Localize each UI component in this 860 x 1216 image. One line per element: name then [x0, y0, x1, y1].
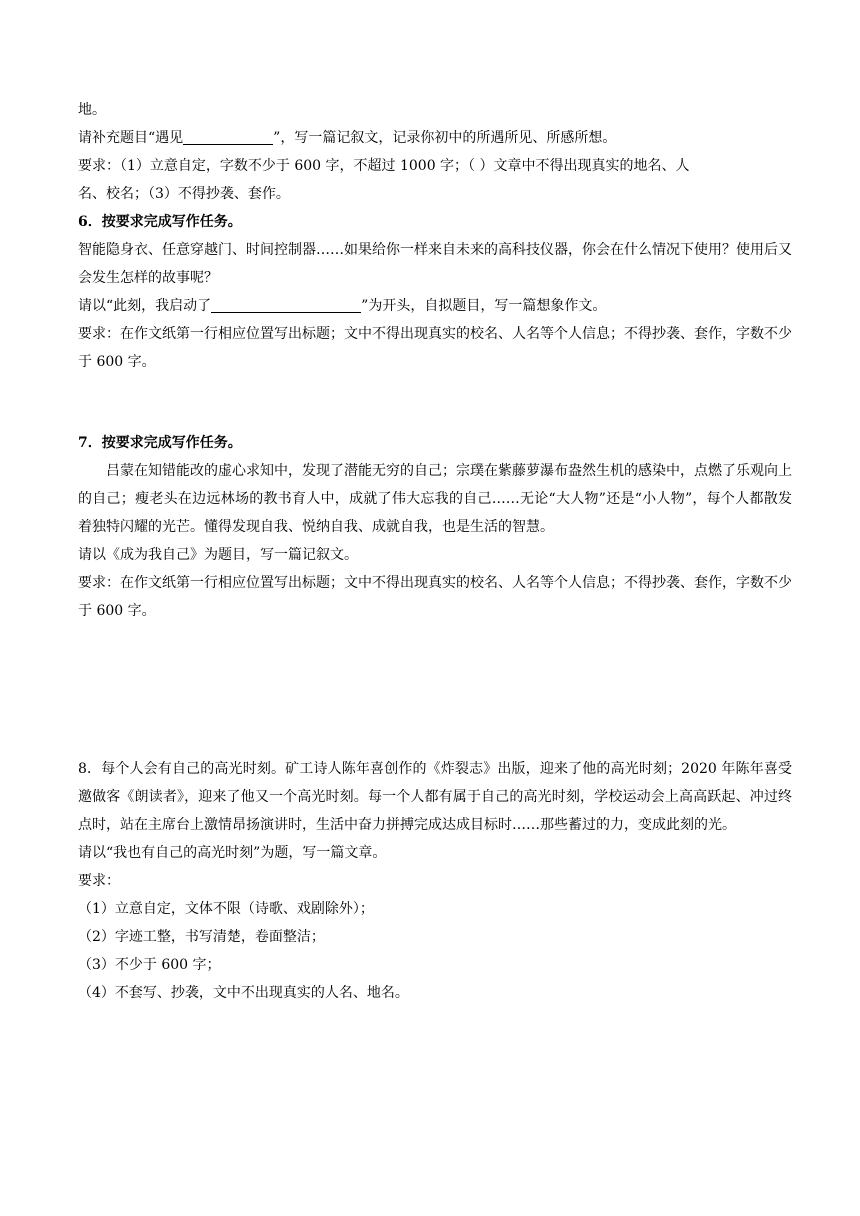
intro-prompt-pre: 请补充题目“遇见	[78, 130, 184, 146]
intro-prompt	[78, 124, 792, 152]
fill-blank	[183, 128, 273, 145]
q7-prompt: 请以《成为我自己》为题目，写一篇记叙文。	[78, 547, 358, 563]
q7-paragraph: 吕蒙在知错能改的虚心求知中，发现了潜能无穷的自己；宗璞在紫藤萝瀑布盎然生机的感染中，点燃了乐观向上的自己；瘦老头在边远林场的教书育人中，成就了伟大忘我的自己……无论“大人物”还是“小人物”，每个人都散发着独特闪耀的光芒。懂得发现自我、悦纳自我、成就自我，也是生活的智慧。	[78, 463, 792, 535]
fill-blank	[211, 296, 361, 313]
q8-requirement-item: （2）字迹工整，书写清楚，卷面整洁；	[78, 929, 325, 945]
q7-requirement: 要求：在作文纸第一行相应位置写出标题；文中不得出现真实的校名、人名等个人信息；不得抄袭、套作，字数不少于 600 字。	[78, 575, 792, 619]
q8-requirement-item: （4）不套写、抄袭，文中不出现真实的人名、地名。	[78, 985, 409, 1001]
q6-prompt	[78, 292, 792, 320]
spacer	[78, 625, 792, 755]
q6-heading: 6．按要求完成写作任务。	[78, 214, 242, 230]
intro-tail-line: 地。	[78, 102, 106, 118]
intro-requirement-line1: 要求：（1）立意自定，字数不少于 600 字，不超过 1000 字；（ ）文章中不得出现真实的地名、人	[78, 158, 690, 174]
intro-prompt-post: ”，写一篇记叙文，记录你初中的所遇所见、所感所想。	[273, 130, 617, 146]
document-page	[78, 96, 792, 1007]
q7-heading: 7．按要求完成写作任务。	[78, 435, 242, 451]
q6-paragraph: 智能隐身衣、任意穿越门、时间控制器……如果给你一样来自未来的高科技仪器，你会在什么情况下使用？使用后又会发生怎样的故事呢？	[78, 242, 792, 286]
q8-requirement-item: （3）不少于 600 字；	[78, 957, 221, 973]
q6-requirement: 要求：在作文纸第一行相应位置写出标题；文中不得出现真实的校名、人名等个人信息；不得抄袭、套作，字数不少于 600 字。	[78, 326, 792, 370]
spacer	[78, 376, 792, 429]
q8-requirement-label: 要求：	[78, 873, 120, 889]
q6-prompt-post: ”为开头，自拟题目，写一篇想象作文。	[361, 298, 607, 314]
q8-requirement-item: （1）立意自定，文体不限（诗歌、戏剧除外）；	[78, 901, 374, 917]
q8-prompt: 请以“我也有自己的高光时刻”为题，写一篇文章。	[78, 845, 387, 861]
q8-paragraph: 8．每个人会有自己的高光时刻。矿工诗人陈年喜创作的《炸裂志》出版，迎来了他的高光时刻；2020 年陈年喜受邀做客《朗读者》，迎来了他又一个高光时刻。每一个人都有属于自己的高光时刻，学校运动会上高高跃起、冲过终点时，站在主席台上激情昂扬演讲时，生活中奋力拼搏完成达成目标时……那些蓄过的力，变成此刻的光。	[78, 761, 792, 833]
q6-prompt-pre: 请以“此刻，我启动了	[78, 298, 212, 314]
intro-requirement-line2: 名、校名；（3）不得抄袭、套作。	[78, 186, 290, 202]
